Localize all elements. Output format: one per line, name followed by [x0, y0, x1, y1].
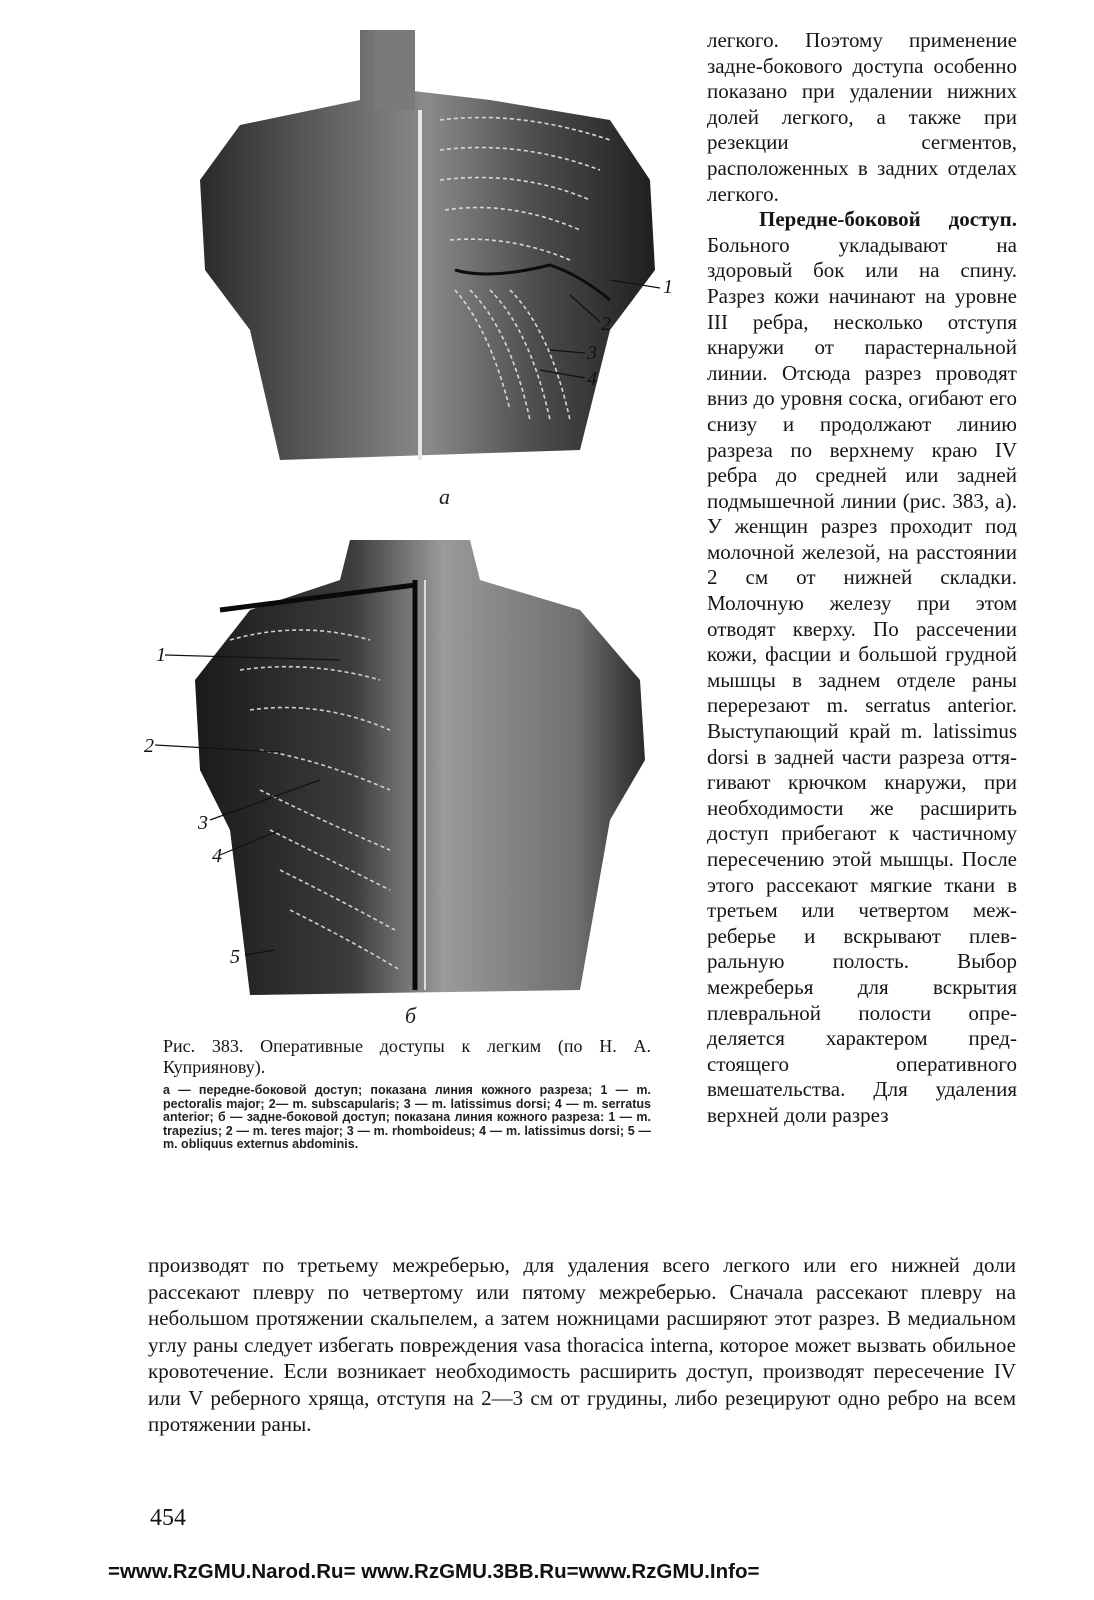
- figure-a-callout-4: 4: [587, 368, 597, 390]
- figure-a-callout-2: 2: [601, 313, 611, 335]
- section-heading: Передне-боковой доступ.: [759, 207, 1017, 232]
- right-column-text: [707, 28, 1017, 1129]
- section-body: Больного укладывают на здоровый бок или на спину. Разрез кожи начинают на уровне III ребра, несколько отступя кнаружи от парастернальной линии. Отсюда разрез проводят вниз до уровня соска, огибают его снизу и продолжают линию разреза по верхнему краю IV ребра до средней или задней подмышечной линии (рис. 383, а). У женщин разрез проходит под молочной железой, на расстоянии 2 см от нижней складки. Молочную железу при этом отводят кверху. По рассечении кожи, фасции и большой грудной мышцы в заднем отделе раны перерезают m. serratus anterior. Выступающий край m. latissimus dorsi в задней части разреза оттягивают крючком кнаружи, при необходимости же расширить доступ прибегают к частичному пересечению этой мышцы. После этого рассекают мягкие ткани в третьем или четвертом межреберье и вскрывают плевральную полость. Выбор межреберья для вскрытия плевральной полости определяется характером предстоящего оперативного вмешательства. Для удаления верхней доли разрез: [707, 232, 1017, 1127]
- right-column-paragraph-2: [707, 207, 1017, 1128]
- figure-a-anterior-torso: [190, 30, 673, 490]
- figure-a-callout-1: 1: [663, 276, 673, 298]
- figure-b-callout-3: 3: [198, 812, 208, 834]
- caption-legend: а — передне-боковой доступ; показана линия кожного разреза; 1 — m. pectoralis major; 2— m. subscapularis; 3 — m. latissimus dorsi; 4 — m. serratus anterior; б — задне-боковой доступ; показана линия кожного разреза: 1 — m. trapezius; 2 — m. teres major; 3 — m. rhomboideus; 4 — m. latissimus dorsi; 5 — m. obliquus externus abdominis.: [163, 1083, 651, 1151]
- figure-b-posterior-torso: [140, 530, 660, 1000]
- figure-caption: [163, 1036, 651, 1152]
- caption-title: Рис. 383. Оперативные доступы к легким (по Н. А. Куприянову).: [163, 1036, 651, 1077]
- figure-a-letter: а: [439, 484, 450, 509]
- footer-watermark: =www.RzGMU.Narod.Ru= www.RzGMU.3BB.Ru=www.RzGMU.Info=: [108, 1560, 760, 1583]
- figure-b-callout-1: 1: [156, 644, 166, 666]
- figure-b-callout-2: 2: [144, 735, 154, 757]
- right-column-paragraph-1: легкого. Поэтому применение задне-бокового доступа особенно показано при удалении нижних долей легкого, а также при резекции сегментов, расположенных в задних отделах легкого.: [707, 28, 1017, 206]
- figure-a-drawing: [190, 30, 670, 490]
- figure-b-drawing: [140, 530, 660, 1000]
- page-number: 454: [150, 1505, 186, 1531]
- figure-b-callout-4: 4: [212, 845, 222, 867]
- figure-b-callout-5: 5: [230, 946, 240, 968]
- figure-a-callout-3: 3: [587, 342, 597, 364]
- bottom-paragraph: производят по третьему межреберью, для удаления всего легкого или его нижней доли рассекают плевру по четвертому или пятому межреберью. Сначала рассекают плевру на небольшом протяжении скальпелем, а затем ножницами расширяют этот разрез. В медиальном углу раны следует избегать повреждения vasa thoracica interna, которое может вызвать обильное кровотечение. Если возникает необходимость расширить доступ, производят пересечение IV или V реберного хряща, отступя на 2—3 см от грудины, либо резецируют одно ребро на всем протяжении раны.: [148, 1253, 1016, 1436]
- figure-b-letter: б: [405, 1003, 417, 1028]
